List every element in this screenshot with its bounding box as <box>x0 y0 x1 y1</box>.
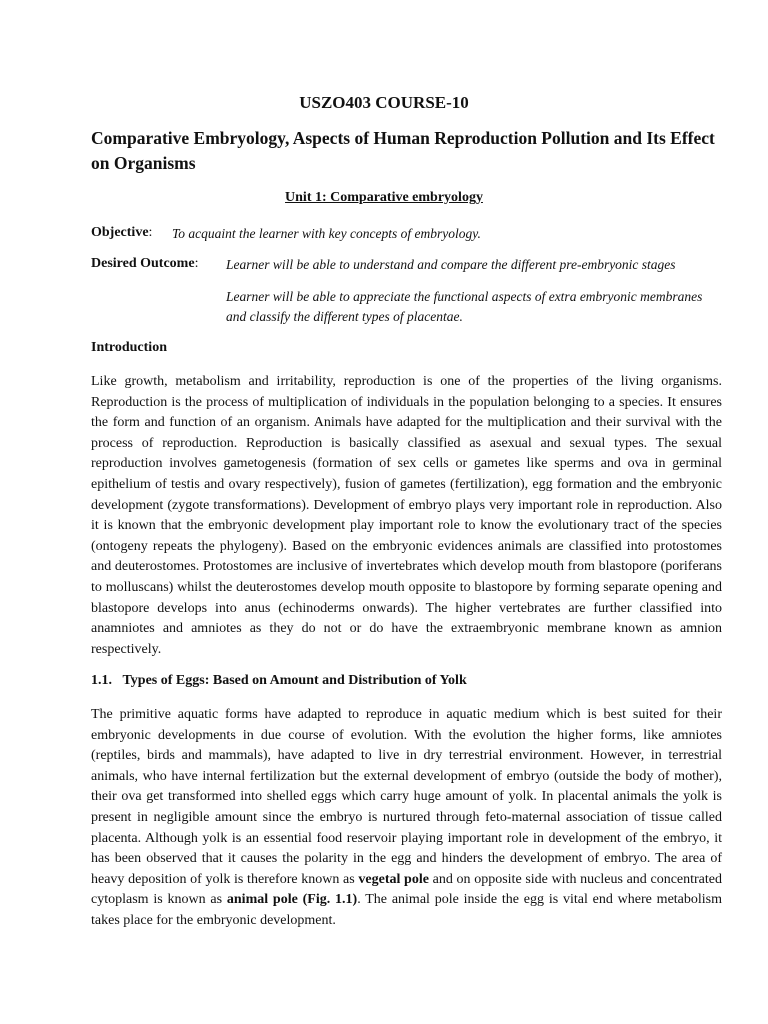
desired-outcome-label: Desired Outcome: <box>91 256 199 271</box>
section-number: 1.1. <box>91 673 112 688</box>
desired-outcome-item: Learner will be able to appreciate the functional aspects of extra embryonic membranes and classify the different types of placentae. <box>226 289 703 324</box>
section-heading <box>91 673 467 689</box>
section-title: Types of Eggs: Based on Amount and Distribution of Yolk <box>122 673 467 688</box>
objective-text: To acquaint the learner with key concepts of embryology. <box>172 226 481 241</box>
desired-outcome-item: Learner will be able to understand and compare the different pre-embryonic stages <box>226 257 676 272</box>
vegetal-pole-term: vegetal pole <box>358 871 429 887</box>
introduction-paragraph: Like growth, metabolism and irritability, reproduction is one of the properties of the living organisms. Reproduction is the process of multiplication of individuals in the population belonging to a species. It ensures the form and function of an organism. Animals have adapted for the multiplication and their survival with the process of reproduction. Reproduction is basically classified as asexual and sexual types. The sexual reproduction involves gametogenesis (formation of sex cells or gametes like sperms and ova in germinal epithelium of testis and ovary respectively), fusion of gametes (fertilization), egg formation and the embryonic development (zygote transformations). Development of embryo plays very important role in reproduction. Also it is known that the embryonic development play important role to know the evolutionary tract of the species (ontogeny repeats the phylogeny). Based on the embryonic evidences animals are classified into protostomes and deuterostomes. Protostomes are inclusive of invertebrates which develop mouth from blastopore (poriferans to molluscans) whilst the deuterostomes develop mouth opposite to blastopore by forming separate opening and blastopore develops into anus (echinoderms onwards). The higher vertebrates are further classified into anamniotes and amniotes as they do not or do have the extraembryonic membrane known as amnion respectively. <box>91 374 722 657</box>
introduction-heading: Introduction <box>91 340 167 355</box>
animal-pole-term: animal pole (Fig. 1.1) <box>226 892 358 908</box>
objective-label: Objective: <box>91 225 153 240</box>
course-code: USZO403 COURSE-10 <box>299 93 469 112</box>
unit-title: Unit 1: Comparative embryology <box>285 190 483 205</box>
course-title: Comparative Embryology, Aspects of Human Reproduction Pollution and Its Effect on Organisms <box>91 128 715 173</box>
yolk-paragraph: The primitive aquatic forms have adapted to reproduce in aquatic medium which is best suited for their embryonic developments in due course of evolution. With the evolution the higher forms, like amniotes (reptiles, birds and mammals), have adapted to live in dry terrestrial environment. However, in terrestrial animals, who have internal fertilization but the external development of embryo (outside the body of mother), their ova get transformed into shelled eggs which carry huge amount of yolk. In placental animals the yolk is present in negligible amount since the embryo is nurtured through feto-maternal association of tissue called placenta. Although yolk is an essential food reservoir playing important role in development of the embryo, it has been observed that it causes the polarity in the egg and hinders the development of embryo. The area of heavy deposition of yolk is therefore known as vegetal pole and on opposite side with nucleus and concentrated cytoplasm is known as animal pole (Fig. 1.1). The animal pole inside the egg is vital end where metabolism takes place for the embryonic development. <box>91 707 723 928</box>
